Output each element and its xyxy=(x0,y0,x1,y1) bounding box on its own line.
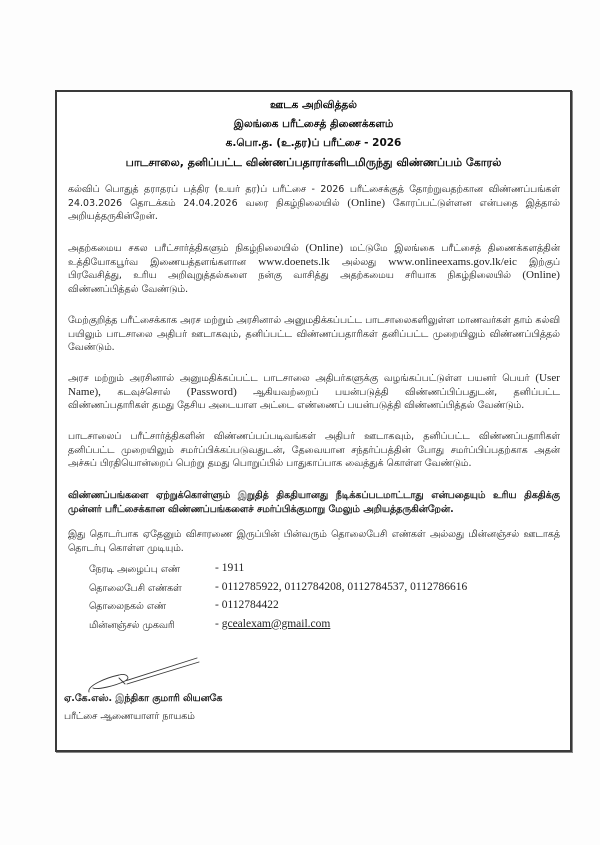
contact-value: - 1911 xyxy=(215,562,245,574)
heading-exam: க.பொ.த. (உ.தர)ப் பரீட்சை - 2026 xyxy=(225,137,402,149)
paragraph-inquiries: இது தொடர்பாக ஏதேனும் விசாரணை இருப்பின் பின்வரும் தொலைபேசி எண்கள் அல்லது மின்னஞ்சல் ஊடாகத் தொடர்பு கொள்ள முடியும். xyxy=(68,529,560,554)
contact-value: - 0112785922, 0112784208, 0112784537, 0112786616 xyxy=(215,580,468,593)
text: அரச மற்றும் அரசினால் அனுமதிக்கப்பட்ட பாடசாலை அதிபர்களுக்கு வழங்கப்பட்டுள்ள பயனர் பெயர் xyxy=(68,373,530,384)
contact-row-fax xyxy=(89,599,559,618)
text: ஆகியவற்றைப் பயன்படுத்தி விண்ணப்பிப்பதுடன், தனிப்பட்ட விண்ணப்பதாரிகள் தமது தேசிய அடையாள அட்டை எண்ணைப் பயன்படுத்தி விண்ணப்பித்தல் வேண்டும். xyxy=(68,386,561,412)
paragraph-submission: பாடசாலைப் பரீட்சார்த்திகளின் விண்ணப்பப்படிவங்கள் அதிபர் ஊடாகவும், தனிப்பட்ட விண்ணப்பதாரிகள் தனிப்பட்ட முறையிலும் சமர்ப்பிக்கப்படுவதுடன், தேவையான சந்தர்ப்பத்தின் போது சமர்ப்பிப்பதற்காக அதன் அச்சுப் பிரதியொன்றைப் பெற்று தமது பொறுப்பில் பாதுகாப்பாக வைத்துக் கொள்ள வேண்டும். xyxy=(68,431,560,470)
notice-frame xyxy=(55,90,572,752)
paragraph-online-instructions xyxy=(68,242,560,296)
text: மட்டுமே இலங்கை பரீட்சைத் திணைக்களத்தின் உத்தியோகபூர்வ இணையத்தளங்களான xyxy=(68,243,560,268)
text: கடவுச்சொல் xyxy=(117,386,171,398)
paragraph-school-candidates: மேற்குறித்த பரீட்சைக்காக அரச மற்றும் அரசினால் அனுமதிக்கப்பட்ட பாடசாலைகளிலுள்ள மாணவர்கள் தாம் கல்வி பயிலும் பாடசாலை அதிபர் ஊடாகவும், தனிப்பட்ட விண்ணப்பதாரிகள் தனிப்பட்ட முறையிலும் விண்ணப்பித்தல் வேண்டும். xyxy=(68,315,560,354)
contact-value: - 0112784422 xyxy=(215,599,279,611)
paragraph-login-credentials xyxy=(68,372,560,413)
link-doenets[interactable]: www.doenets.lk xyxy=(258,255,330,268)
heading-call-for-applications: பாடசாலை, தனிப்பட்ட விண்ணப்பதாரர்களிடமிருந்து விண்ணப்பம் கோரல் xyxy=(125,156,502,169)
text-online: (Online) xyxy=(347,196,386,209)
text-online: (Online) xyxy=(305,242,344,254)
contact-row-email xyxy=(89,618,559,637)
signatory-name: ஏ.கே.எஸ். இந்திகா குமாரி லியனகே xyxy=(64,693,223,704)
text: அதற்கமைய சகல பரீட்சார்த்திகளும் நிகழ்நிலையில் xyxy=(68,243,299,254)
contact-row-hotline xyxy=(89,562,559,581)
contact-label: நேரடி அழைப்பு எண் xyxy=(89,564,180,575)
contact-label: மின்னஞ்சல் முகவரி xyxy=(89,619,175,631)
text: இற்குப் பிரவேசித்து, உரிய அறிவுறுத்தல்களை நன்கு வாசித்து அதற்கமைய சரியாக நிகழ்நிலையில் xyxy=(68,256,561,282)
text: அல்லது xyxy=(341,256,377,268)
signatory-title: பரீட்சை ஆணையாளர் நாயகம் xyxy=(64,711,195,722)
handwritten-signature xyxy=(85,648,205,698)
contact-label: தொலைநகல் எண் xyxy=(89,601,166,612)
email-link[interactable]: gcealexam@gmail.com xyxy=(221,617,331,630)
text: கோரப்பட்டுள்ளன என்பதை இத்தால் அறியத்தருகின்றேன். xyxy=(68,197,560,223)
contact-list xyxy=(89,562,559,636)
link-onlineexams[interactable]: www.onlineexams.gov.lk/eic xyxy=(388,255,517,268)
contact-label: தொலைபேசி எண்கள் xyxy=(89,582,182,594)
text: விண்ணப்பித்தல் வேண்டும். xyxy=(68,283,189,295)
heading-media-notice: ஊடக அறிவித்தல் xyxy=(270,99,357,111)
paragraph-deadline-warning: விண்ணப்பங்களை ஏற்றுக்கொள்ளும் இறுதித் திகதியானது நீடிக்கப்படமாட்டாது என்பதையும் உரிய திகதிக்கு முன்னர் பரீட்சைக்கான விண்ணப்பங்களைச் சமர்ப்பிக்குமாறு மேலும் அறியத்தருகின்றேன். xyxy=(68,490,560,515)
paragraph-application-dates xyxy=(68,183,560,224)
signature-stroke xyxy=(89,658,199,692)
contact-row-telephone xyxy=(89,581,559,600)
email-prefix: - xyxy=(215,617,222,630)
contact-value xyxy=(215,618,330,630)
heading-department: இலங்கை பரீட்சைத் திணைக்களம் xyxy=(233,118,394,130)
text-online: (Online) xyxy=(522,269,560,282)
text-password: (Password) xyxy=(186,385,237,398)
text: கல்விப் பொதுத் தராதரப் பத்திர (உயர் தர)ப் பரீட்சை - 2026 பரீட்சைக்குத் தோற்றுவதற்கான விண்ணப்பங்கள் 24.03.2026 தொடக்கம் 24.04.2026 வரை நிகழ்நிலையில் xyxy=(68,184,560,209)
text-user-name: (User Name), xyxy=(68,372,560,398)
